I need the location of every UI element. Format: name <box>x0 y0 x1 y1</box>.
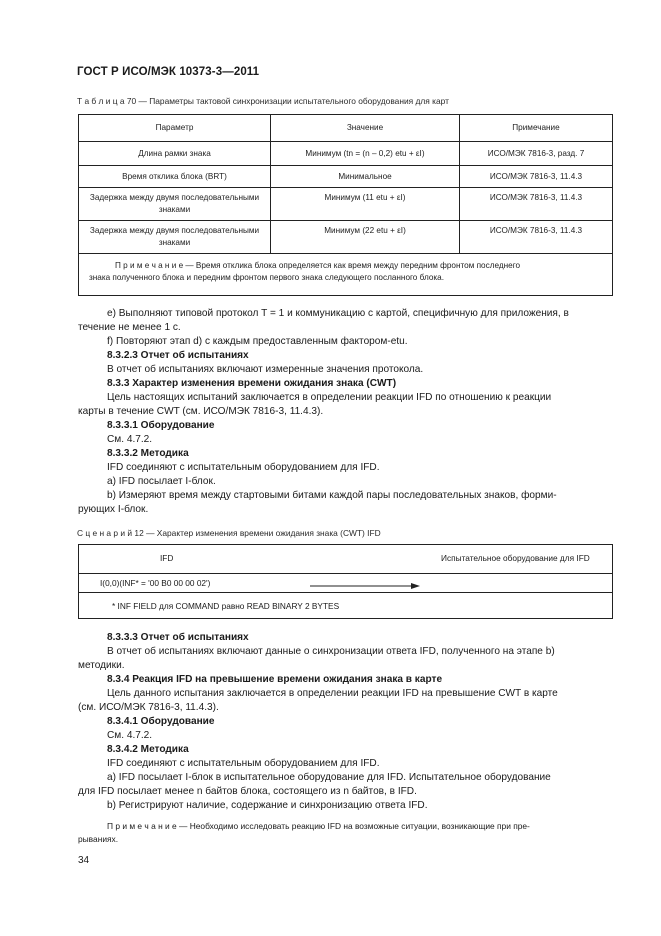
table-note-row <box>79 254 613 296</box>
header-cell: Примечание <box>460 115 613 142</box>
scenario-caption <box>77 528 381 538</box>
paragraph-line: IFD соединяют с испытательным оборудованием для IFD. <box>107 462 380 473</box>
final-note-line: рываниях. <box>78 834 119 844</box>
table-cell: Задержка между двумя последовательными знаками <box>79 221 271 254</box>
right-arrow-icon <box>310 582 420 590</box>
scenario-command: I(0,0)(INF* = '00 B0 00 00 02') <box>100 578 211 588</box>
table-cell: Задержка между двумя последовательными знаками <box>79 188 271 221</box>
section-heading: 8.3.4.1 Оборудование <box>107 716 215 727</box>
caption-text: 12 — Характер изменения времени ожидания знака (CWT) IFD <box>134 528 381 538</box>
table70-caption <box>77 96 449 106</box>
header-cell: Значение <box>271 115 460 142</box>
paragraph-line: См. 4.7.2. <box>107 730 153 741</box>
table-cell: Минимум (22 etu + εI) <box>271 221 460 254</box>
caption-prefix: С ц е н а р и й <box>77 528 133 538</box>
paragraph-line: карты в течение CWT (см. ИСО/МЭК 7816-3, 11.4.3). <box>78 406 324 417</box>
paragraph-line: В отчет об испытаниях включают измеренные значения протокола. <box>107 364 424 375</box>
table-cell: Минимум (tn = (n – 0,2) etu + εI) <box>271 142 460 166</box>
timing-parameters-table <box>78 114 613 296</box>
table-cell: ИСО/МЭК 7816-3, 11.4.3 <box>460 166 613 188</box>
paragraph-line: f) Повторяют этап d) с каждым предоставленным фактором-etu. <box>107 336 408 347</box>
table-row <box>79 188 613 221</box>
paragraph-line: Цель данного испытания заключается в определении реакции IFD на превышение CWT в карте <box>107 688 558 699</box>
final-note-line: П р и м е ч а н и е — Необходимо исследовать реакцию IFD на возможные ситуации, возникающие при пре- <box>107 821 530 831</box>
table-row <box>79 166 613 188</box>
scenario-col-ifd: IFD <box>160 553 174 563</box>
divider <box>79 592 612 593</box>
table-cell: ИСО/МЭК 7816-3, 11.4.3 <box>460 221 613 254</box>
table-cell: Длина рамки знака <box>79 142 271 166</box>
section-heading: 8.3.4.2 Методика <box>107 744 189 755</box>
paragraph-line: методики. <box>78 660 125 671</box>
paragraph-line: а) IFD посылает I-блок в испытательное оборудование для IFD. Испытательное оборудование <box>107 772 551 783</box>
caption-text: 70 — Параметры тактовой синхронизации испытательного оборудования для карт <box>126 96 449 106</box>
table-cell: Минимальное <box>271 166 460 188</box>
table-cell: Время отклика блока (BRT) <box>79 166 271 188</box>
paragraph-line: рующих I-блок. <box>78 504 149 515</box>
paragraph-line: b) Регистрируют наличие, содержание и синхронизацию ответа IFD. <box>107 800 428 811</box>
section-heading: 8.3.3.3 Отчет об испытаниях <box>107 632 249 643</box>
section-heading: 8.3.2.3 Отчет об испытаниях <box>107 350 249 361</box>
paragraph-line: (см. ИСО/МЭК 7816-3, 11.4.3). <box>78 702 219 713</box>
table-row <box>79 142 613 166</box>
divider <box>79 573 612 574</box>
paragraph-line: См. 4.7.2. <box>107 434 153 445</box>
page-number: 34 <box>78 855 90 866</box>
paragraph-line: а) IFD посылает I-блок. <box>107 476 216 487</box>
paragraph-line: для IFD посылает менее n байтов блока, состоящего из n байтов, в IFD. <box>78 786 417 797</box>
table-row <box>79 221 613 254</box>
header-cell: Параметр <box>79 115 271 142</box>
table-cell: ИСО/МЭК 7816-3, разд. 7 <box>460 142 613 166</box>
note-line: знака полученного блока и передним фронтом первого знака следующего посланного блока. <box>89 273 444 282</box>
section-heading: 8.3.3 Характер изменения времени ожидания знака (CWT) <box>107 378 397 389</box>
section-heading: 8.3.3.2 Методика <box>107 448 189 459</box>
note-line: П р и м е ч а н и е — Время отклика блока определяется как время между передним фронтом последнего <box>115 261 521 270</box>
table-header-row <box>79 115 613 142</box>
table-cell: ИСО/МЭК 7816-3, 11.4.3 <box>460 188 613 221</box>
document-header: ГОСТ Р ИСО/МЭК 10373-3—2011 <box>77 66 260 78</box>
paragraph-line: В отчет об испытаниях включают данные о синхронизации ответа IFD, полученного на этапе b) <box>107 646 555 657</box>
paragraph-line: Цель настоящих испытаний заключается в определении реакции IFD по отношению к реакции <box>107 392 552 403</box>
section-heading: 8.3.4 Реакция IFD на превышение времени ожидания знака в карте <box>107 674 443 685</box>
paragraph-line: b) Измеряют время между стартовыми битами каждой пары последовательных знаков, форми- <box>107 490 557 501</box>
paragraph-line: IFD соединяют с испытательным оборудованием для IFD. <box>107 758 380 769</box>
paragraph-line: течение не менее 1 с. <box>78 322 181 333</box>
scenario-col-test-equipment: Испытательное оборудование для IFD <box>441 553 590 563</box>
scenario-footnote: * INF FIELD для COMMAND равно READ BINARY 2 BYTES <box>112 601 340 611</box>
paragraph-line: е) Выполняют типовой протокол T = 1 и коммуникацию с картой, специфичную для приложения, в <box>107 308 569 319</box>
table-cell: Минимум (11 etu + εI) <box>271 188 460 221</box>
section-heading: 8.3.3.1 Оборудование <box>107 420 215 431</box>
caption-prefix: Т а б л и ц а <box>77 96 125 106</box>
table-note <box>79 254 613 296</box>
